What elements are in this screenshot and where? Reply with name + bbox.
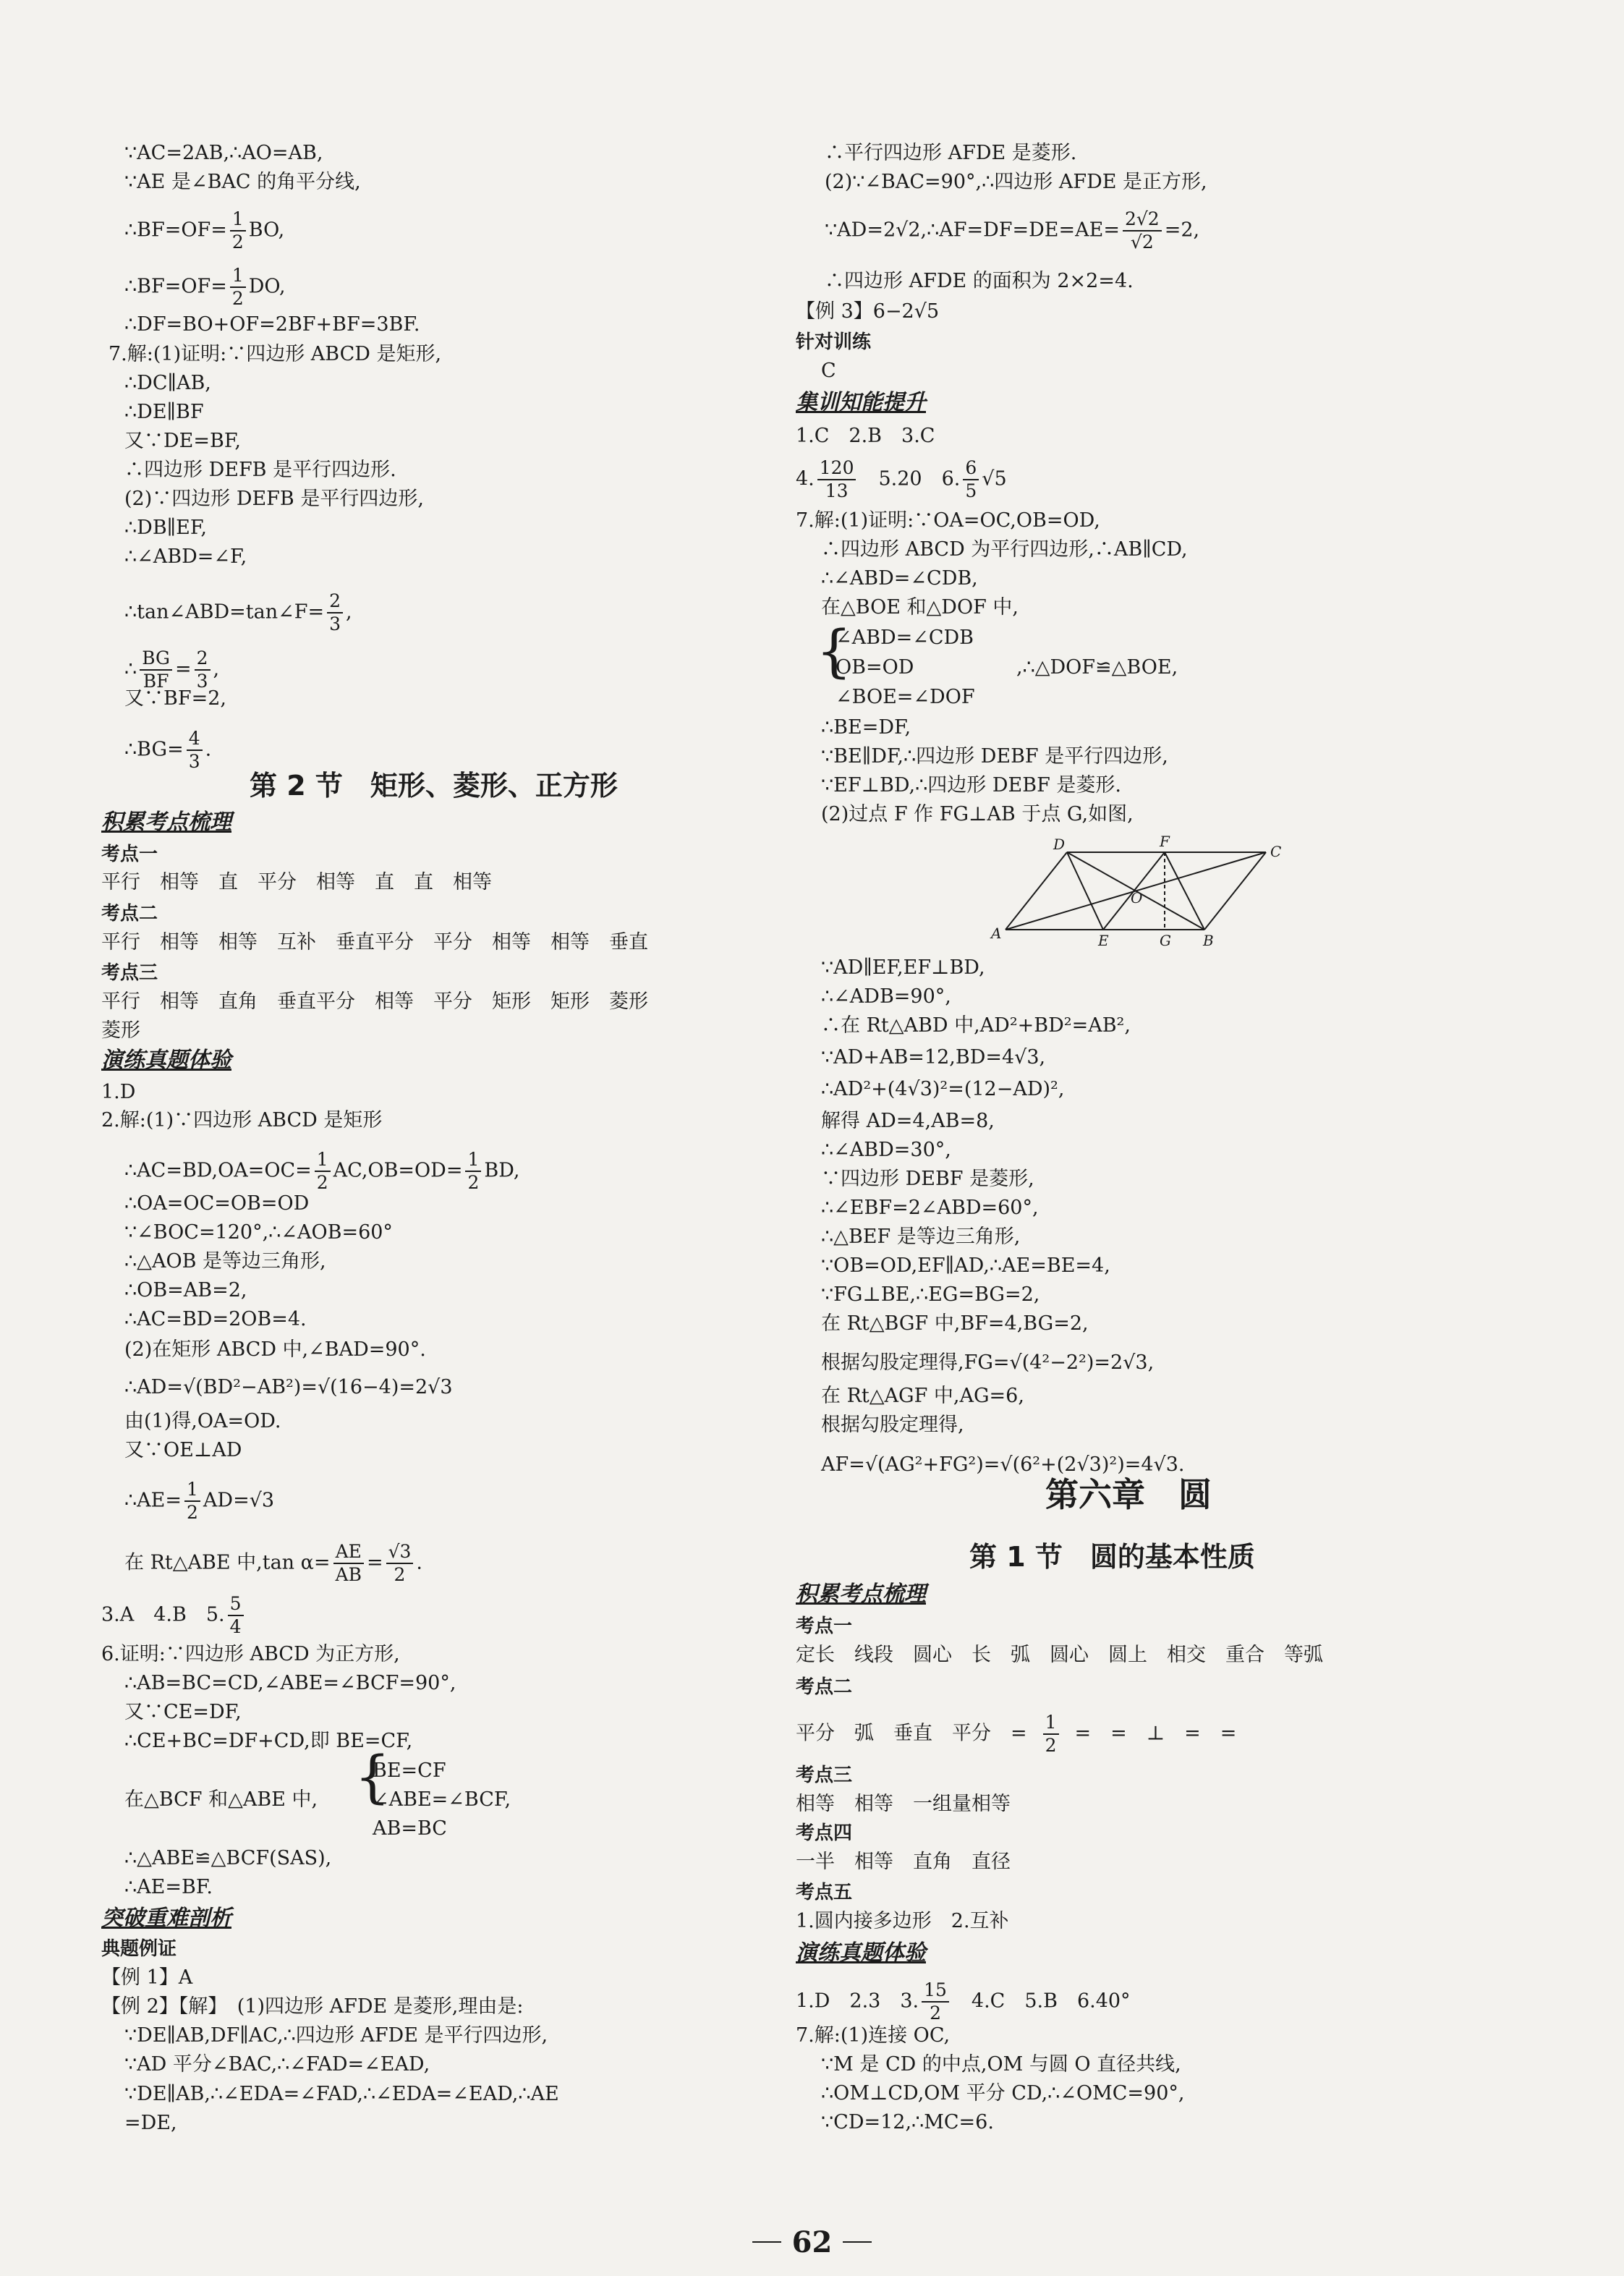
fraction-line: 1.D 2.3 3. $\frac{15}{2}$ 4.C 5.B 6.40° — [796, 1979, 1131, 2024]
text-line: ∵四边形 DEBF 是菱形, — [821, 1168, 1034, 1190]
label-a: A — [991, 925, 1002, 942]
text-line: ∵EF⊥BD,∴四边形 DEBF 是菱形. — [821, 774, 1121, 797]
page-number-dash-right — [843, 2241, 872, 2243]
text-line: ∴在 Rt△ABD 中,AD²+BD²=AB², — [821, 1014, 1131, 1037]
text-line: ∴DC∥AB, — [124, 372, 211, 394]
text-line: 在△BCF 和△ABE 中, — [124, 1788, 318, 1811]
text-line: 平行 相等 直角 垂直平分 相等 平分 矩形 矩形 菱形 — [101, 990, 648, 1013]
text-line: AB=BC — [373, 1817, 447, 1840]
fraction: $\frac{5}{4}$ — [228, 1593, 244, 1638]
text-line: 【例 3】6−2√5 — [796, 300, 940, 323]
section-heading: 积累考点梳理 — [796, 1581, 926, 1607]
text-line: 又∵DE=BF, — [124, 430, 241, 452]
fraction: $\frac{1}{2}$ — [230, 265, 246, 310]
text-line: ∴OA=OC=OB=OD — [124, 1192, 310, 1215]
brace: { — [816, 619, 852, 684]
text-line: ∴DB∥EF, — [124, 517, 207, 539]
text-line: ∴DE∥BF — [124, 401, 204, 423]
fraction-line: ∴BF=OF= $\frac{1}{2}$ BO, — [124, 208, 285, 252]
subheading: 考点三 — [796, 1765, 853, 1786]
text-line: ∴△AOB 是等边三角形, — [124, 1250, 326, 1273]
text-line: ∴∠ABD=30°, — [821, 1139, 951, 1161]
text-line: =DE, — [124, 2112, 177, 2134]
text-line: ∴CE+BC=DF+CD,即 BE=CF, — [124, 1730, 413, 1752]
edge-ad — [1006, 852, 1067, 930]
text-line: ∵DE∥AB,DF∥AC,∴四边形 AFDE 是平行四边形, — [124, 2024, 548, 2047]
text-line: ∵OB=OD,EF∥AD,∴AE=BE=4, — [821, 1254, 1110, 1277]
text-line: 平行 相等 相等 互补 垂直平分 平分 相等 相等 垂直 — [101, 931, 648, 954]
fraction: $\frac{BG}{BF}$ — [140, 647, 172, 692]
geometry-figure — [984, 832, 1288, 948]
edge-bc — [1204, 852, 1266, 930]
text-line: AF=√(AG²+FG²)=√(6²+(2√3)²)=4√3. — [821, 1453, 1185, 1476]
fraction: $\frac{120}{13}$ — [817, 457, 856, 502]
section-heading: 突破重难剖析 — [101, 1906, 231, 1931]
fraction: $\frac{1}{2}$ — [465, 1149, 481, 1194]
fraction-line: ∴ $\frac{BG}{BF}$ = $\frac{2}{3}$ , — [124, 647, 220, 692]
fraction-line: 平分 弧 垂直 平分 = $\frac{1}{2}$ = = ⊥ = = — [796, 1712, 1237, 1756]
text-line: ∴△ABE≌△BCF(SAS), — [124, 1847, 332, 1869]
text-line: ∴BE=DF, — [821, 716, 911, 739]
text-line: ∠ABD=∠CDB — [836, 627, 974, 649]
section-heading: 集训知能提升 — [796, 390, 926, 415]
text-line: ∴四边形 ABCD 为平行四边形,∴AB∥CD, — [821, 538, 1188, 561]
text-line: ∵BE∥DF,∴四边形 DEBF 是平行四边形, — [821, 745, 1168, 768]
text-line: ∴OB=AB=2, — [124, 1279, 247, 1302]
fraction: $\frac{2}{3}$ — [195, 647, 211, 692]
subheading: 考点三 — [101, 962, 158, 984]
text-line: 7.解:(1)证明:∵四边形 ABCD 是矩形, — [109, 343, 442, 365]
fraction: $\frac{1}{2}$ — [184, 1479, 200, 1524]
text-line: (2)在矩形 ABCD 中,∠BAD=90°. — [124, 1338, 426, 1361]
text-line: ∴△BEF 是等边三角形, — [821, 1226, 1021, 1248]
section-title: 第 2 节 矩形、菱形、正方形 — [250, 770, 618, 802]
fraction-line: ∵AD=2√2,∴AF=DF=DE=AE= $\frac{2√2}{√2}$ =2, — [825, 208, 1200, 252]
seg-de — [1067, 852, 1103, 930]
text-line: ∴AD=√(BD²−AB²)=√(16−4)=2√3 — [124, 1376, 453, 1398]
text-line: 解得 AD=4,AB=8, — [821, 1110, 995, 1132]
text-line: (2)∵∠BAC=90°,∴四边形 AFDE 是正方形, — [825, 171, 1207, 193]
text-line: 又∵BF=2, — [124, 687, 226, 710]
text-line: ∴∠EBF=2∠ABD=60°, — [821, 1197, 1039, 1219]
fraction: $\frac{4}{3}$ — [187, 728, 203, 773]
subheading: 考点四 — [796, 1822, 853, 1844]
chapter-title: 第六章 圆 — [1045, 1475, 1212, 1514]
text-line: 菱形 — [101, 1019, 140, 1042]
fraction-line: ∴AE= $\frac{1}{2}$ AD=√3 — [124, 1479, 275, 1523]
label-d: D — [1053, 836, 1066, 853]
text-line: ∵AD 平分∠BAC,∴∠FAD=∠EAD, — [124, 2053, 430, 2076]
text-line: ∴∠ADB=90°, — [821, 985, 951, 1008]
text-line: 2.解:(1)∵四边形 ABCD 是矩形 — [101, 1109, 383, 1131]
text-line: 1.C 2.B 3.C — [796, 425, 935, 447]
text-line: 【例 2】【解】 (1)四边形 AFDE 是菱形,理由是: — [101, 1995, 524, 2018]
text-line: 又∵OE⊥AD — [124, 1439, 242, 1461]
section-heading: 演练真题体验 — [101, 1048, 231, 1073]
subheading: 考点二 — [796, 1676, 853, 1698]
text-line: 一半 相等 直角 直径 — [796, 1851, 1011, 1873]
text-line: (2)∵四边形 DEFB 是平行四边形, — [124, 488, 424, 510]
page-number: 62 — [791, 2225, 833, 2259]
text-line: 7.解:(1)连接 OC, — [796, 2024, 951, 2047]
subheading: 典题例证 — [101, 1938, 177, 1960]
text-line: ∵∠BOC=120°,∴∠AOB=60° — [124, 1221, 393, 1244]
text-line: ∴∠ABD=∠CDB, — [821, 567, 978, 590]
fraction-line: 在 Rt△ABE 中,tan α= $\frac{AE}{AB}$ = $\frac{√3}{2}$ . — [124, 1541, 423, 1585]
text-line: 平行 相等 直 平分 相等 直 直 相等 — [101, 871, 492, 893]
text-line: ∴AC=BD=2OB=4. — [124, 1308, 307, 1330]
text-line: 根据勾股定理得,FG=√(4²−2²)=2√3, — [821, 1351, 1155, 1374]
text-line: 相等 相等 一组量相等 — [796, 1793, 1011, 1815]
text-line: 根据勾股定理得, — [821, 1414, 964, 1436]
text-line: ∵AD+AB=12,BD=4√3, — [821, 1046, 1046, 1069]
text-line: ∵DE∥AB,∴∠EDA=∠FAD,∴∠EDA=∠EAD,∴AE — [124, 2083, 559, 2105]
text-line: ∠ABE=∠BCF, — [373, 1788, 511, 1811]
fraction: $\frac{2√2}{√2}$ — [1123, 208, 1162, 253]
text-line: ∴AD²+(4√3)²=(12−AD)², — [821, 1078, 1065, 1100]
text-line: 1.圆内接多边形 2.互补 — [796, 1910, 1009, 1932]
subheading: 针对训练 — [796, 331, 872, 353]
section-heading: 演练真题体验 — [796, 1940, 926, 1966]
fraction: $\frac{√3}{2}$ — [386, 1541, 414, 1586]
fraction: $\frac{15}{2}$ — [922, 1979, 949, 2024]
subheading: 考点五 — [796, 1882, 853, 1903]
fraction-line: ∴BG= $\frac{4}{3}$ . — [124, 728, 212, 772]
text-line: ∵M 是 CD 的中点,OM 与圆 O 直径共线, — [821, 2053, 1181, 2076]
text-line: ∴OM⊥CD,OM 平分 CD,∴∠OMC=90°, — [821, 2082, 1185, 2105]
text-line: BE=CF — [373, 1759, 446, 1782]
text-line: ∴平行四边形 AFDE 是菱形. — [825, 142, 1077, 164]
label-g: G — [1160, 932, 1171, 948]
fraction-line: 3.A 4.B 5. $\frac{5}{4}$ — [101, 1593, 247, 1638]
fraction: $\frac{2}{3}$ — [327, 590, 343, 635]
fraction: $\frac{1}{2}$ — [230, 208, 246, 253]
text-line: 在 Rt△AGF 中,AG=6, — [821, 1385, 1024, 1407]
text-line: 在△BOE 和△DOF 中, — [821, 596, 1019, 619]
fraction-line: ∴tan∠ABD=tan∠F= $\frac{2}{3}$ , — [124, 590, 352, 634]
label-c: C — [1270, 843, 1282, 860]
subheading: 考点一 — [796, 1615, 853, 1637]
text-line: 由(1)得,OA=OD. — [124, 1410, 281, 1432]
text-line: 又∵CE=DF, — [124, 1701, 242, 1723]
fraction: $\frac{1}{2}$ — [315, 1149, 331, 1194]
text-line: ∠BOE=∠DOF — [836, 686, 975, 708]
text-line: C — [821, 360, 836, 382]
text-line: ∵AE 是∠BAC 的角平分线, — [124, 171, 361, 193]
fraction-line: 4. $\frac{120}{13}$ 5.20 6. $\frac{6}{5}$ √5 — [796, 457, 1007, 501]
fraction: $\frac{6}{5}$ — [963, 457, 979, 502]
text-line: ∵CD=12,∴MC=6. — [821, 2111, 994, 2133]
text-line: OB=OD — [836, 656, 914, 679]
fraction: $\frac{AE}{AB}$ — [333, 1541, 364, 1586]
text-line: 【例 1】A — [101, 1966, 193, 1989]
text-line: ∴AE=BF. — [124, 1876, 213, 1898]
text-line: 定长 线段 圆心 长 弧 圆心 圆上 相交 重合 等弧 — [796, 1644, 1323, 1666]
text-line: ∵AC=2AB,∴AO=AB, — [124, 142, 323, 164]
subheading: 考点二 — [101, 903, 158, 925]
text-line: ∴DF=BO+OF=2BF+BF=3BF. — [124, 313, 420, 336]
text-line: ,∴△DOF≌△BOE, — [1016, 656, 1178, 679]
label-o: O — [1131, 889, 1143, 906]
text-line: ∴四边形 DEFB 是平行四边形. — [124, 459, 396, 481]
fraction-line: ∴BF=OF= $\frac{1}{2}$ DO, — [124, 265, 286, 309]
brace: { — [354, 1745, 391, 1810]
text-line: ∵FG⊥BE,∴EG=BG=2, — [821, 1283, 1040, 1306]
label-b: B — [1203, 932, 1214, 948]
subheading: 考点一 — [101, 844, 158, 865]
label-f: F — [1160, 833, 1170, 850]
fraction-line: ∴AC=BD,OA=OC= $\frac{1}{2}$ AC,OB=OD= $\frac{1}{2}$ BD, — [124, 1149, 520, 1193]
text-line: 在 Rt△BGF 中,BF=4,BG=2, — [821, 1312, 1089, 1335]
text-line: ∴四边形 AFDE 的面积为 2×2=4. — [825, 270, 1134, 292]
fraction: $\frac{1}{2}$ — [1043, 1712, 1059, 1757]
text-line: ∴AB=BC=CD,∠ABE=∠BCF=90°, — [124, 1672, 456, 1694]
section-heading: 积累考点梳理 — [101, 810, 231, 835]
section-title: 第 1 节 圆的基本性质 — [969, 1541, 1255, 1573]
text-line: (2)过点 F 作 FG⊥AB 于点 G,如图, — [821, 803, 1134, 825]
text-line: 6.证明:∵四边形 ABCD 为正方形, — [101, 1643, 400, 1665]
label-e: E — [1098, 932, 1109, 948]
text-line: 7.解:(1)证明:∵OA=OC,OB=OD, — [796, 509, 1100, 532]
text-line: 1.D — [101, 1081, 136, 1103]
text-line: ∴∠ABD=∠F, — [124, 545, 247, 568]
text-line: ∵AD∥EF,EF⊥BD, — [821, 956, 985, 979]
